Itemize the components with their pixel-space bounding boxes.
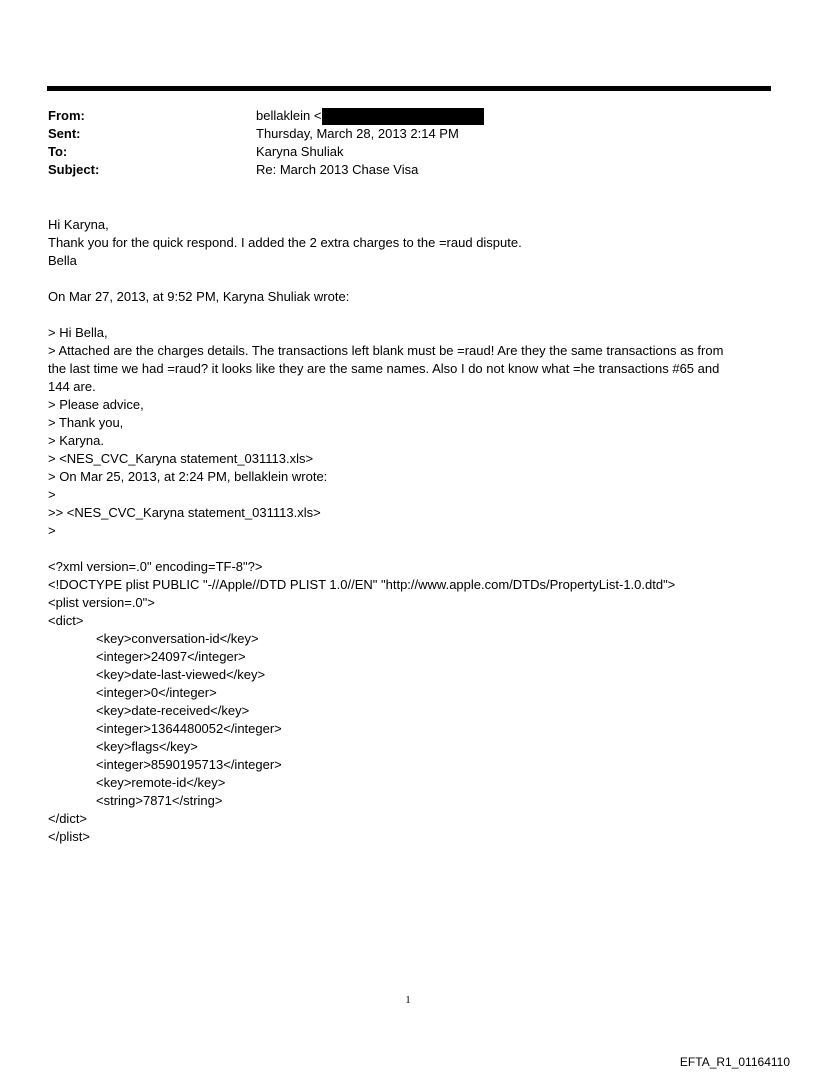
quoted-line: 144 are. [48, 379, 96, 394]
quoted-line: > Karyna. [48, 433, 105, 448]
email-body [48, 216, 760, 846]
to-label: To: [48, 144, 68, 159]
dict-close: </dict> [48, 811, 88, 826]
to-row [48, 143, 768, 161]
quoted-line: > [48, 523, 56, 538]
quoted-line: >> <NES_CVC_Karyna statement_031113.xls> [48, 505, 321, 520]
quoted-line: > Hi Bella, [48, 325, 108, 340]
plist-entry: <integer>8590195713</integer> [96, 757, 282, 772]
email-header [48, 107, 768, 179]
plist-entry: <key>date-last-viewed</key> [96, 667, 266, 682]
document-id: EFTA_R1_01164110 [679, 1055, 790, 1069]
plist-doctype: <!DOCTYPE plist PUBLIC "-//Apple//DTD PLIST 1.0//EN" "http://www.apple.com/DTDs/PropertyList-1.0.dtd"> [48, 577, 676, 592]
plist-open: <plist version=.0"> [48, 595, 155, 610]
sent-value: Thursday, March 28, 2013 2:14 PM [256, 126, 459, 141]
reply-greeting: Hi Karyna, [48, 217, 109, 232]
plist-entry: <key>conversation-id</key> [96, 631, 259, 646]
header-rule [47, 86, 771, 91]
quoted-line: > Please advice, [48, 397, 144, 412]
from-value: bellaklein < [256, 108, 322, 123]
quoted-line: > Thank you, [48, 415, 124, 430]
subject-row [48, 161, 768, 179]
plist-entry: <key>date-received</key> [96, 703, 250, 718]
quoted-line: > <NES_CVC_Karyna statement_031113.xls> [48, 451, 314, 466]
reply-text: Thank you for the quick respond. I added the 2 extra charges to the =raud dispute. [48, 235, 522, 250]
from-label: From: [48, 108, 85, 123]
from-row [48, 107, 768, 125]
sent-label: Sent: [48, 126, 81, 141]
quoted-line: > [48, 487, 56, 502]
sent-row [48, 125, 768, 143]
plist-entry: <integer>0</integer> [96, 685, 217, 700]
subject-label: Subject: [48, 162, 100, 177]
plist-entry: <key>flags</key> [96, 739, 198, 754]
plist-entry: <key>remote-id</key> [96, 775, 226, 790]
subject-value: Re: March 2013 Chase Visa [256, 162, 419, 177]
page-number: 1 [405, 994, 411, 1006]
plist-close: </plist> [48, 829, 90, 844]
quoted-line: the last time we had =raud? it looks like they are the same names. Also I do not know what =he transactions #65 and [48, 361, 720, 376]
plist-entry: <string>7871</string> [96, 793, 223, 808]
quoted-line: > Attached are the charges details. The transactions left blank must be =raud! Are they the same transactions as from [48, 343, 724, 358]
dict-open: <dict> [48, 613, 84, 628]
to-value: Karyna Shuliak [256, 144, 344, 159]
plist-xml-declaration: <?xml version=.0" encoding=TF-8"?> [48, 559, 263, 574]
plist-entry: <integer>1364480052</integer> [96, 721, 282, 736]
redaction-bar [322, 108, 484, 125]
quoted-intro: On Mar 27, 2013, at 9:52 PM, Karyna Shuliak wrote: [48, 289, 350, 304]
quoted-line: > On Mar 25, 2013, at 2:24 PM, bellaklein wrote: [48, 469, 328, 484]
plist-entry: <integer>24097</integer> [96, 649, 246, 664]
reply-signoff: Bella [48, 253, 77, 268]
